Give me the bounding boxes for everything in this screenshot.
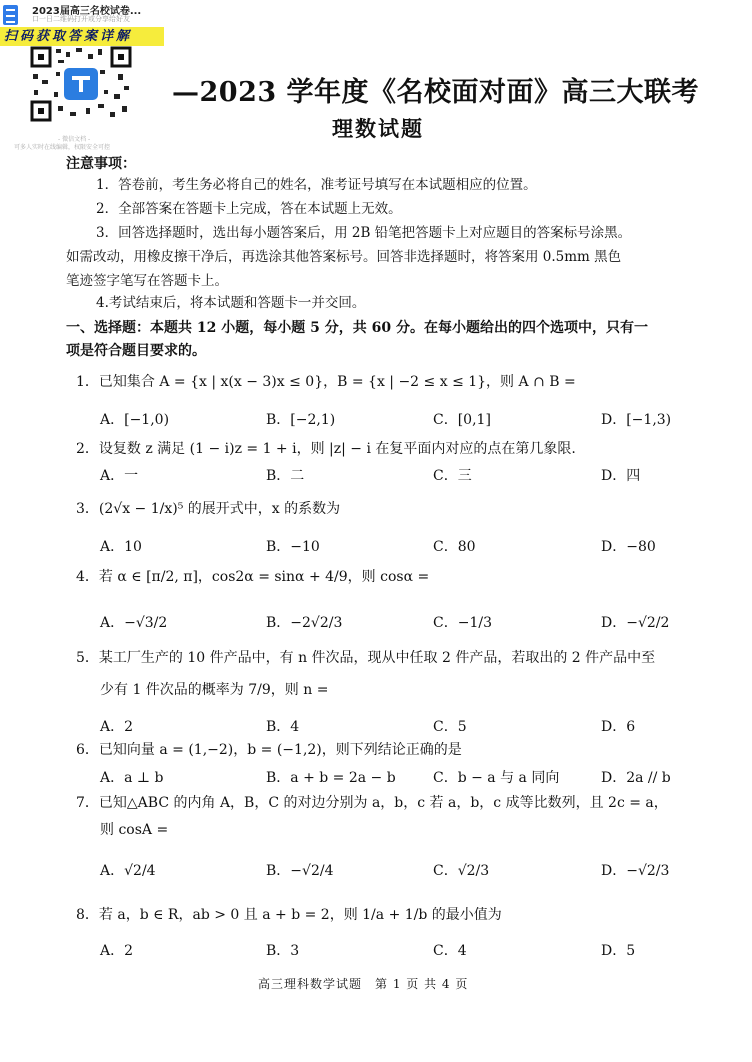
option-c: C．√2/3: [433, 863, 490, 879]
option-c: C．4: [433, 943, 467, 959]
question-stem-cont: 则 cosA =: [100, 822, 169, 838]
note-line: 1．答卷前，考生务必将自己的姓名，准考证号填写在本试题相应的位置。: [96, 177, 537, 193]
question-stem: 4．若 α ∈ [π/2, π]，cos2α = sinα + 4/9，则 cosα =: [76, 569, 430, 585]
option-b: B．二: [266, 468, 305, 484]
qr-caption: - 微信文档 -: [58, 136, 91, 143]
page-subtitle: 理数试题: [332, 116, 424, 141]
option-b: B．−2√2/3: [266, 615, 343, 631]
option-d: D．−√2/2: [601, 615, 670, 631]
option-b: B．4: [266, 719, 300, 735]
question-stem: 3．(2√x − 1/x)⁵ 的展开式中，x 的系数为: [76, 501, 341, 517]
note-line: 4.考试结束后，将本试题和答题卡一并交回。: [96, 295, 366, 311]
option-c: C．80: [433, 539, 476, 555]
section-heading: 一、选择题：本题共 12 小题，每小题 5 分，共 60 分。在每小题给出的四个选项中，只有一: [66, 320, 648, 336]
option-c: C．−1/3: [433, 615, 492, 631]
note-line: 如需改动，用橡皮擦干净后，再选涂其他答案标号。回答非选择题时，将答案用 0.5mm 黑色: [66, 249, 622, 265]
option-b: B．[−2,1): [266, 412, 336, 428]
qr-caption-sub: 可多人实时在线编辑，权限安全可控: [14, 144, 111, 151]
option-c: C．三: [433, 468, 472, 484]
option-b: B．−10: [266, 539, 320, 555]
option-d: D．−80: [601, 539, 656, 555]
document-icon: [3, 5, 18, 25]
scan-banner: 扫码获取答案详解: [0, 27, 164, 46]
doc-subtitle: 口一日二维码打开或分享给好友: [32, 15, 130, 23]
option-a: A．10: [100, 539, 142, 555]
question-stem: 8．若 a，b ∈ R，ab > 0 且 a + b = 2，则 1/a + 1/b 的最小值为: [76, 907, 502, 923]
option-a: A．[−1,0): [100, 412, 170, 428]
question-stem: 6．已知向量 a = (1,−2)，b = (−1,2)，则下列结论正确的是: [76, 742, 462, 758]
section-heading-cont: 项是符合题目要求的。: [66, 343, 206, 359]
notes-heading: 注意事项：: [66, 156, 136, 172]
option-a: A．一: [100, 468, 139, 484]
option-d: D．[−1,3): [601, 412, 672, 428]
option-c: C．b − a 与 a 同向: [433, 770, 560, 786]
question-stem: 5．某工厂生产的 10 件产品中，有 n 件次品，现从中任取 2 件产品，若取出的 2 件产品中至: [76, 650, 656, 666]
qr-code[interactable]: [30, 46, 132, 122]
option-a: A．−√3/2: [100, 615, 168, 631]
option-d: D．6: [601, 719, 636, 735]
option-b: B．a + b = 2a − b: [266, 770, 396, 786]
question-stem-cont: 少有 1 件次品的概率为 7/9，则 n =: [100, 682, 329, 698]
doc-title[interactable]: 2023届高三名校试卷...: [32, 6, 142, 17]
option-c: C．5: [433, 719, 467, 735]
page-footer: 高三理科数学试题 第 1 页 共 4 页: [258, 977, 469, 991]
option-a: A．2: [100, 719, 134, 735]
option-b: B．3: [266, 943, 300, 959]
option-d: D．2a // b: [601, 770, 671, 786]
option-c: C．[0,1]: [433, 412, 491, 428]
option-a: A．√2/4: [100, 863, 156, 879]
note-line: 3．回答选择题时，选出每小题答案后，用 2B 铅笔把答题卡上对应题目的答案标号涂黑。: [96, 225, 632, 241]
option-b: B．−√2/4: [266, 863, 334, 879]
question-stem: 2．设复数 z 满足 (1 − i)z = 1 + i，则 |z| − i 在复平面内对应的点在第几象限.: [76, 441, 576, 457]
note-line: 笔迹签字笔写在答题卡上。: [66, 273, 228, 289]
page-title: —2023 学年度《名校面对面》高三大联考: [172, 77, 700, 108]
option-a: A．a ⊥ b: [100, 770, 164, 786]
option-d: D．四: [601, 468, 641, 484]
option-a: A．2: [100, 943, 134, 959]
question-stem: 1．已知集合 A = {x | x(x − 3)x ≤ 0}，B = {x | −2 ≤ x ≤ 1}，则 A ∩ B =: [76, 374, 576, 390]
question-stem: 7．已知△ABC 的内角 A，B，C 的对边分别为 a，b，c 若 a，b，c 成等比数列，且 2c = a，: [76, 795, 668, 811]
note-line: 2．全部答案在答题卡上完成，答在本试题上无效。: [96, 201, 402, 217]
option-d: D．5: [601, 943, 636, 959]
option-d: D．−√2/3: [601, 863, 670, 879]
